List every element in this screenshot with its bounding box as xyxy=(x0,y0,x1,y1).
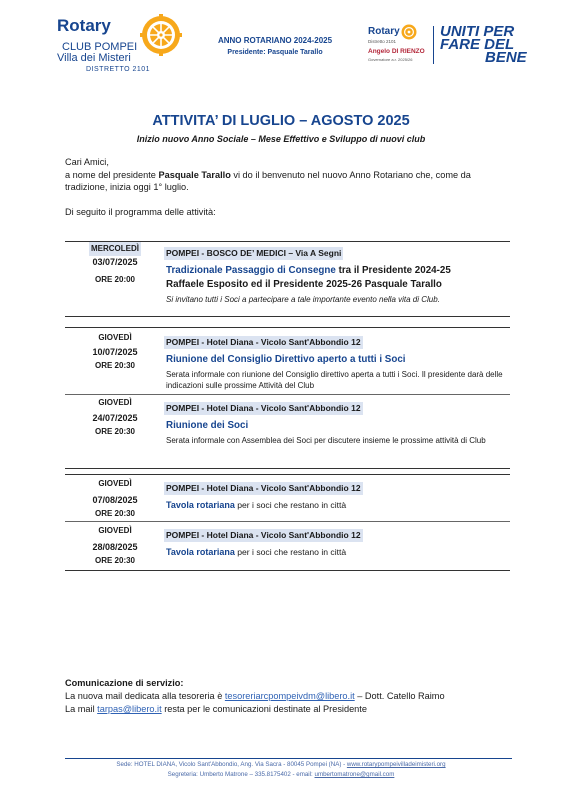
page-subtitle: Inizio nuovo Anno Sociale – Mese Effettivo e Sviluppo di nuovi club xyxy=(136,134,426,144)
event-day: GIOVEDÌ xyxy=(98,333,132,342)
event-location: POMPEI - BOSCO DE’ MEDICI – Via A Segni xyxy=(166,248,342,258)
event-title: Tavola rotariana xyxy=(166,547,235,557)
event-info xyxy=(166,398,506,446)
event-info xyxy=(166,478,506,513)
service-text: resta per le comunicazioni destinate al Presidente xyxy=(161,704,367,714)
district-logo xyxy=(368,24,438,70)
event-location: POMPEI - Hotel Diana - Vicolo Sant'Abbondio 12 xyxy=(166,337,361,347)
event-time: ORE 20:00 xyxy=(94,275,136,284)
event-day: GIOVEDÌ xyxy=(98,398,132,407)
table-rule xyxy=(65,521,510,522)
table-rule xyxy=(65,327,510,328)
rotary-wheel-icon xyxy=(140,14,182,56)
governor-subtitle: Governatore a.r. 2025/26 xyxy=(368,57,413,62)
event-location: POMPEI - Hotel Diana - Vicolo Sant'Abbondio 12 xyxy=(166,403,361,413)
rotary-year: ANNO ROTARIANO 2024-2025 xyxy=(217,36,333,45)
president-email-link[interactable]: tarpas@libero.it xyxy=(97,704,162,714)
event-day: GIOVEDÌ xyxy=(98,479,132,488)
event-date-cell xyxy=(70,524,160,568)
footer-rule xyxy=(65,758,512,759)
footer-address-text: Sede: HOTEL DIANA, Vicolo Sant'Abbondio, Ang. Via Sacra - 80045 Pompei (NA) - xyxy=(116,761,347,768)
event-title: Riunione del Consiglio Direttivo aperto a tutti i Soci xyxy=(166,354,406,365)
club-name-line2: Villa dei Misteri xyxy=(57,52,131,64)
service-text: – Dott. Catello Raimo xyxy=(354,691,445,701)
service-line-treasury xyxy=(65,690,525,703)
club-name-line1: CLUB POMPEI xyxy=(62,41,138,53)
service-label: Comunicazione di servizio: xyxy=(65,678,184,688)
event-date-cell xyxy=(70,396,160,439)
treasury-email-link[interactable]: tesoreriarcpompeivdm@libero.it xyxy=(224,691,355,701)
event-title xyxy=(166,264,506,278)
footer-secretary-text: Segreteria: Umberto Matrone – 335.8175402 - email: xyxy=(167,771,315,778)
club-logo-brand: Rotary xyxy=(57,16,111,35)
header-divider xyxy=(433,26,434,64)
club-logo xyxy=(52,14,182,102)
table-rule xyxy=(65,474,510,475)
event-date: 07/08/2025 xyxy=(92,494,138,505)
event-time: ORE 20:30 xyxy=(94,361,136,370)
president-name: Presidente: Pasquale Tarallo xyxy=(227,49,323,56)
table-rule xyxy=(65,570,510,571)
event-day: GIOVEDÌ xyxy=(98,526,132,535)
service-communication xyxy=(65,677,525,716)
club-district: DISTRETTO 2101 xyxy=(86,66,151,73)
event-description: per i soci che restano in città xyxy=(234,547,347,557)
footer-address xyxy=(30,761,532,768)
welcome-text-start: a nome del presidente xyxy=(65,169,159,180)
event-date: 10/07/2025 xyxy=(92,346,138,357)
event-line xyxy=(166,499,506,513)
event-location: POMPEI - Hotel Diana - Vicolo Sant'Abbondio 12 xyxy=(166,530,361,540)
event-title-highlight: Tradizionale Passaggio di Consegne xyxy=(166,265,336,276)
event-note: Si invitano tutti i Soci a partecipare a tale importante evento nella vita di Club. xyxy=(166,295,440,304)
event-title: Riunione dei Soci xyxy=(166,420,249,431)
event-date: 03/07/2025 xyxy=(92,256,138,267)
district-number: Distretto 2101 xyxy=(368,39,397,44)
event-location: POMPEI - Hotel Diana - Vicolo Sant'Abbondio 12 xyxy=(166,483,361,493)
event-title-line2: Raffaele Esposito ed il Presidente 2025-26 Pasquale Tarallo xyxy=(166,278,442,290)
secretary-email-link[interactable]: umbertomatrone@gmail.com xyxy=(314,771,395,778)
header-center xyxy=(200,36,350,56)
table-rule xyxy=(65,394,510,395)
district-logo-brand: Rotary xyxy=(368,26,400,37)
slogan-line3: BENE xyxy=(485,49,527,66)
rotary-wheel-small-icon xyxy=(401,24,417,40)
event-info xyxy=(166,525,506,560)
welcome-paragraph xyxy=(65,169,510,194)
greeting: Cari Amici, xyxy=(65,157,109,167)
event-time: ORE 20:30 xyxy=(94,556,136,565)
event-description: Serata informale con riunione del Consiglio direttivo aperta a tutti i Soci. Il presidente darà delle indicazioni sulle prossime Attività del Club xyxy=(166,369,503,390)
page-title: ATTIVITA’ DI LUGLIO – AGOSTO 2025 xyxy=(152,113,410,129)
footer-secretary xyxy=(30,771,532,778)
event-date: 28/08/2025 xyxy=(92,541,138,552)
event-info xyxy=(166,243,506,306)
service-line-president xyxy=(65,703,525,716)
event-date: 24/07/2025 xyxy=(92,412,138,423)
event-date-cell xyxy=(70,477,160,521)
slogan-line1: UNITI PER xyxy=(440,23,515,40)
program-intro: Di seguito il programma delle attività: xyxy=(65,206,216,217)
table-rule xyxy=(65,468,510,469)
event-title: Tavola rotariana xyxy=(166,500,235,510)
welcome-text-end: vi do il benvenuto nel nuovo Anno Rotariano che, come da tradizione, inizia oggi 1° luglio. xyxy=(65,169,471,193)
governor-name: Angelo DI RIENZO xyxy=(368,48,425,55)
event-line xyxy=(166,546,506,560)
event-time: ORE 20:30 xyxy=(94,427,136,436)
service-text: La nuova mail dedicata alla tesoreria è xyxy=(65,691,225,701)
event-title-rest: tra il Presidente 2024-25 xyxy=(335,265,451,276)
table-rule xyxy=(65,316,510,317)
event-day: MERCOLEDÌ xyxy=(89,242,141,256)
event-date-cell xyxy=(70,331,160,373)
website-link[interactable]: www.rotarypompeivilladeimisteri.org xyxy=(346,761,446,768)
event-description: per i soci che restano in città xyxy=(234,500,347,510)
intro-text xyxy=(65,156,510,218)
event-time: ORE 20:30 xyxy=(94,509,136,518)
slogan-line2: FARE DEL xyxy=(440,36,515,53)
event-info xyxy=(166,332,506,392)
president-highlight: Pasquale Tarallo xyxy=(158,169,231,180)
rotary-slogan xyxy=(440,25,540,64)
event-date-cell xyxy=(70,242,160,287)
service-text: La mail xyxy=(65,704,98,714)
event-description: Serata informale con Assemblea dei Soci per discutere insieme le prossime attività di Club xyxy=(166,435,486,445)
